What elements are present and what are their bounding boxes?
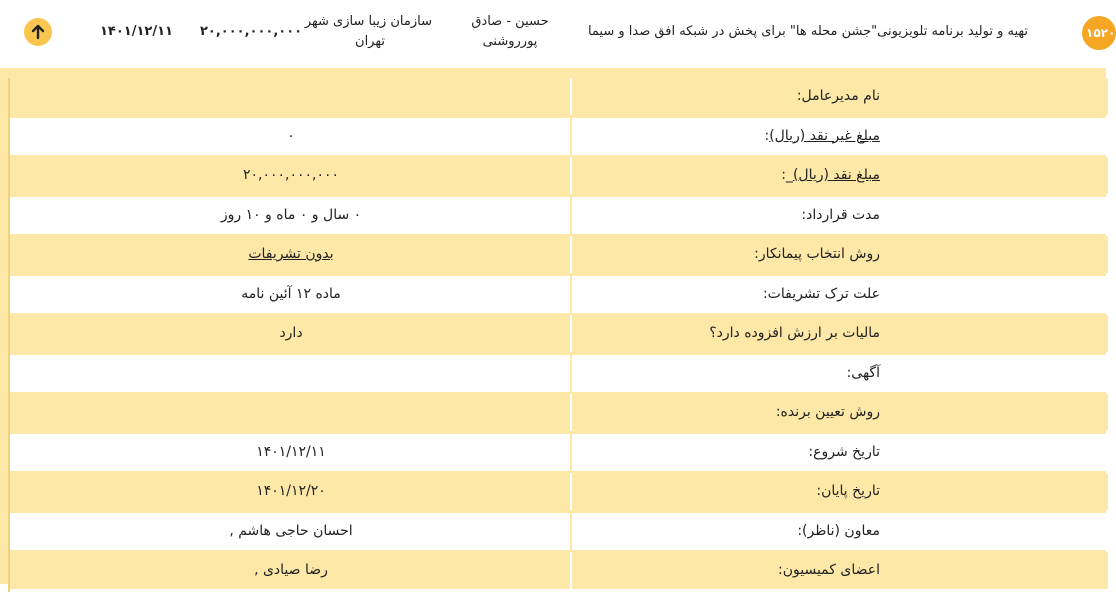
row-label: علت ترک تشریفات:: [570, 276, 1108, 313]
row-value: ۰: [287, 127, 295, 144]
cash-amount-link[interactable]: مبلغ نقد (ریال): [792, 167, 880, 183]
row-label: تاریخ پایان:: [570, 473, 1108, 510]
row-label: مدت قرارداد:: [570, 197, 1108, 234]
table-row-selection-method: [10, 236, 1108, 273]
table-row-cash-amount: [10, 157, 1108, 194]
row-label: روش انتخاب پیمانکار:: [570, 236, 1108, 273]
contract-amount: ۲۰,۰۰۰,۰۰۰,۰۰۰: [200, 24, 303, 39]
row-value: ۰ سال و ۰ ماه و ۱۰ روز: [220, 206, 362, 223]
row-value: دارد: [279, 325, 303, 341]
collapse-button[interactable]: [24, 18, 52, 46]
row-value: احسان حاجی هاشم ,: [229, 522, 353, 539]
table-row-ceo: [10, 78, 1108, 115]
row-value: [12, 394, 570, 431]
table-row-commission-members: [10, 552, 1108, 589]
contract-title: تهیه و تولید برنامه تلویزیونی"جشن محله ها" برای پخش در شبکه افق صدا و سیما: [587, 24, 1028, 39]
contract-summary-row: [0, 0, 1116, 68]
row-label: آگهی:: [570, 355, 1108, 392]
arrow-up-icon: [29, 23, 47, 41]
table-row-advertisement: [10, 355, 1108, 392]
row-value: ۱۴۰۱/۱۲/۲۰: [256, 483, 326, 499]
table-row-vat: [10, 315, 1108, 352]
row-label: معاون (ناظر):: [570, 513, 1108, 550]
table-row-winner-method: [10, 394, 1108, 431]
selection-method-link[interactable]: بدون تشریفات: [248, 246, 334, 262]
row-label: نام مدیرعامل:: [570, 78, 1108, 115]
contract-number-badge: ۱۵۲۰: [1082, 16, 1116, 50]
table-row-supervisor: [10, 513, 1108, 550]
employer-name: [304, 12, 432, 52]
row-value: [12, 355, 570, 392]
row-value: ۱۴۰۱/۱۲/۱۱: [256, 443, 326, 460]
row-label: تاریخ شروع:: [570, 434, 1108, 471]
table-row-duration: [10, 197, 1108, 234]
table-row-noncash-amount: [10, 118, 1108, 155]
label-colon: :: [764, 127, 770, 144]
row-value: [12, 78, 570, 115]
table-row-tender-waiver-reason: [10, 276, 1108, 313]
table-row-start-date: [10, 434, 1108, 471]
contractor-line-2: پورروشنی: [482, 34, 538, 49]
row-value: رضا صیادی ,: [254, 562, 328, 578]
row-label: مالیات بر ارزش افزوده دارد؟: [570, 315, 1108, 352]
table-row-end-date: [10, 473, 1108, 510]
row-value: [12, 236, 570, 273]
contract-details-panel: [0, 68, 1106, 584]
contract-date: ۱۴۰۱/۱۲/۱۱: [100, 24, 173, 39]
row-value: ماده ۱۲ آئین نامه: [241, 285, 341, 302]
row-label: [570, 118, 1108, 155]
employer-line-2: تهران: [355, 34, 385, 49]
row-label: روش تعیین برنده:: [570, 394, 1108, 431]
contractor-line-1: حسین - صادق: [471, 14, 549, 29]
contractor-name: [460, 12, 560, 52]
row-value: ۲۰,۰۰۰,۰۰۰,۰۰۰: [242, 167, 340, 183]
noncash-amount-link[interactable]: مبلغ غیر نقد (ریال): [769, 127, 880, 144]
employer-line-1: سازمان زیبا سازی شهر: [304, 14, 432, 29]
details-table: [8, 78, 1108, 592]
label-colon: _:: [781, 167, 793, 183]
row-label: [570, 157, 1108, 194]
row-label: اعضای کمیسیون:: [570, 552, 1108, 589]
